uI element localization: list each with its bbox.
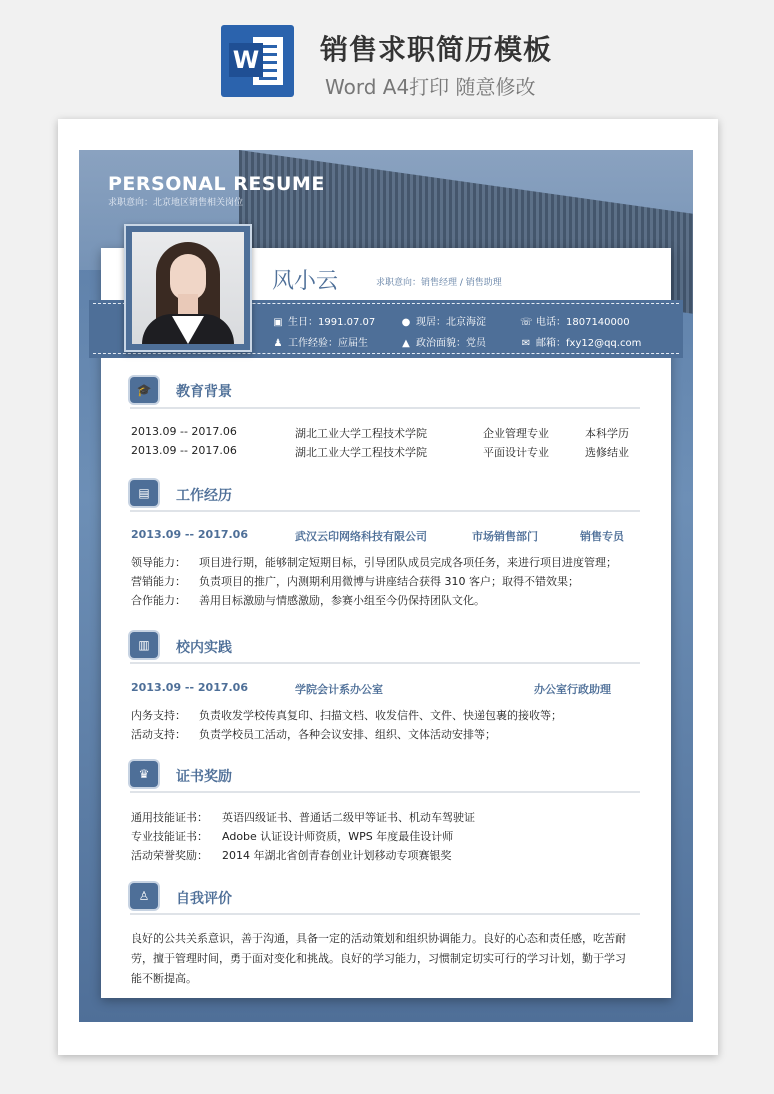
self-title: 自我评价 <box>176 891 232 907</box>
location-icon: ● <box>401 317 411 328</box>
trophy-icon: ♛ <box>130 761 158 787</box>
word-logo-icon <box>221 25 294 97</box>
campus-item-text: 负责学校员工活动，各种会议安排、组织、文体活动安排等； <box>199 728 496 741</box>
section-divider <box>130 510 640 512</box>
work-item-label: 领导能力： <box>131 556 186 569</box>
job-intent: 求职意向：销售经理 / 销售助理 <box>376 278 502 288</box>
award-label: 专业技能证书： <box>131 830 208 843</box>
edu-school: 湖北工业大学工程技术学院 <box>295 446 427 459</box>
mail-icon: ✉ <box>521 338 531 349</box>
info-politics: ▲ 政治面貌：党员 <box>400 334 486 349</box>
page-subtitle: Word A4打印 随意修改 <box>325 75 536 99</box>
campus-item-text: 负责收发学校传真复印、扫描文档、收发信件、文件、快递包裹的接收等； <box>199 709 562 722</box>
info-birthday: ▣ 生日：1991.07.07 <box>273 317 376 328</box>
award-text: Adobe 认证设计师资质，WPS 年度最佳设计师 <box>222 830 454 843</box>
work-period: 2013.09 -- 2017.06 <box>131 528 248 541</box>
banner-intent: 求职意向：北京地区销售相关岗位 <box>108 198 244 208</box>
person-icon: ♟ <box>273 338 283 349</box>
phone-icon: ☏ <box>520 317 533 328</box>
section-divider <box>130 407 640 409</box>
edu-degree: 本科学历 <box>585 427 629 440</box>
edu-major: 平面设计专业 <box>483 446 549 459</box>
candidate-name: 风小云 <box>272 269 339 294</box>
award-label: 通用技能证书： <box>131 811 208 824</box>
info-experience: ♟ 工作经验：应届生 <box>273 338 368 349</box>
education-cap-icon: 🎓 <box>130 377 158 403</box>
work-company: 武汉云印网络科技有限公司 <box>295 530 427 543</box>
campus-item-label: 内务支持： <box>131 709 186 722</box>
profile-photo <box>124 224 252 352</box>
award-label: 活动荣誉奖励： <box>131 849 208 862</box>
info-email: ✉ 邮箱：fxy12@qq.com <box>521 338 642 349</box>
work-item-text: 负责项目的推广，内测期利用微博与讲座结合获得 310 客户；取得不错效果； <box>199 575 579 588</box>
edu-period: 2013.09 -- 2017.06 <box>131 425 237 438</box>
self-evaluation-text: 良好的公共关系意识，善于沟通，具备一定的活动策划和组织协调能力。良好的心态和责任感，吃苦耐劳，擅于管理时间，勇于面对变化和挑战。良好的学习能力，习惯制定切实可行的学习计划，勤于学习能不断提高。 <box>131 932 626 985</box>
section-divider <box>130 662 640 664</box>
work-dept: 市场销售部门 <box>472 530 538 543</box>
section-divider <box>130 791 640 793</box>
education-title: 教育背景 <box>176 384 232 400</box>
graduation-icon: ▲ <box>402 338 410 349</box>
edu-period: 2013.09 -- 2017.06 <box>131 444 237 457</box>
word-letter: W <box>229 43 263 77</box>
work-item-label: 营销能力： <box>131 575 186 588</box>
work-item-text: 善用目标激励与情感激励，参赛小组至今仍保持团队文化。 <box>199 594 485 607</box>
page-title: 销售求职简历模板 <box>320 33 553 66</box>
work-item-label: 合作能力： <box>131 594 186 607</box>
banner-title: PERSONAL RESUME <box>108 173 325 195</box>
edu-degree: 选修结业 <box>585 446 629 459</box>
campus-title: 校内实践 <box>176 640 232 656</box>
campus-period: 2013.09 -- 2017.06 <box>131 681 248 694</box>
resume-content-card <box>101 248 671 998</box>
section-divider <box>130 913 640 915</box>
award-text: 2014 年湖北省创青春创业计划移动专项赛银奖 <box>222 849 452 862</box>
work-briefcase-icon: ▤ <box>130 480 158 506</box>
info-phone: ☏ 电话：1807140000 <box>520 317 630 328</box>
work-position: 销售专员 <box>580 530 624 543</box>
person-badge-icon: ♙ <box>130 883 158 909</box>
campus-org: 学院会计系办公室 <box>295 683 383 696</box>
chart-bars-icon: ▥ <box>130 632 158 658</box>
campus-position: 办公室行政助理 <box>534 683 611 696</box>
awards-title: 证书奖励 <box>176 769 232 785</box>
info-location: ● 现居：北京海淀 <box>401 317 486 328</box>
calendar-icon: ▣ <box>273 317 283 328</box>
edu-school: 湖北工业大学工程技术学院 <box>295 427 427 440</box>
edu-major: 企业管理专业 <box>483 427 549 440</box>
work-item-text: 项目进行期，能够制定短期目标，引导团队成员完成各项任务，来进行项目进度管理； <box>199 556 617 569</box>
work-title: 工作经历 <box>176 488 232 504</box>
award-text: 英语四级证书、普通话二级甲等证书、机动车驾驶证 <box>222 811 475 824</box>
campus-item-label: 活动支持： <box>131 728 186 741</box>
